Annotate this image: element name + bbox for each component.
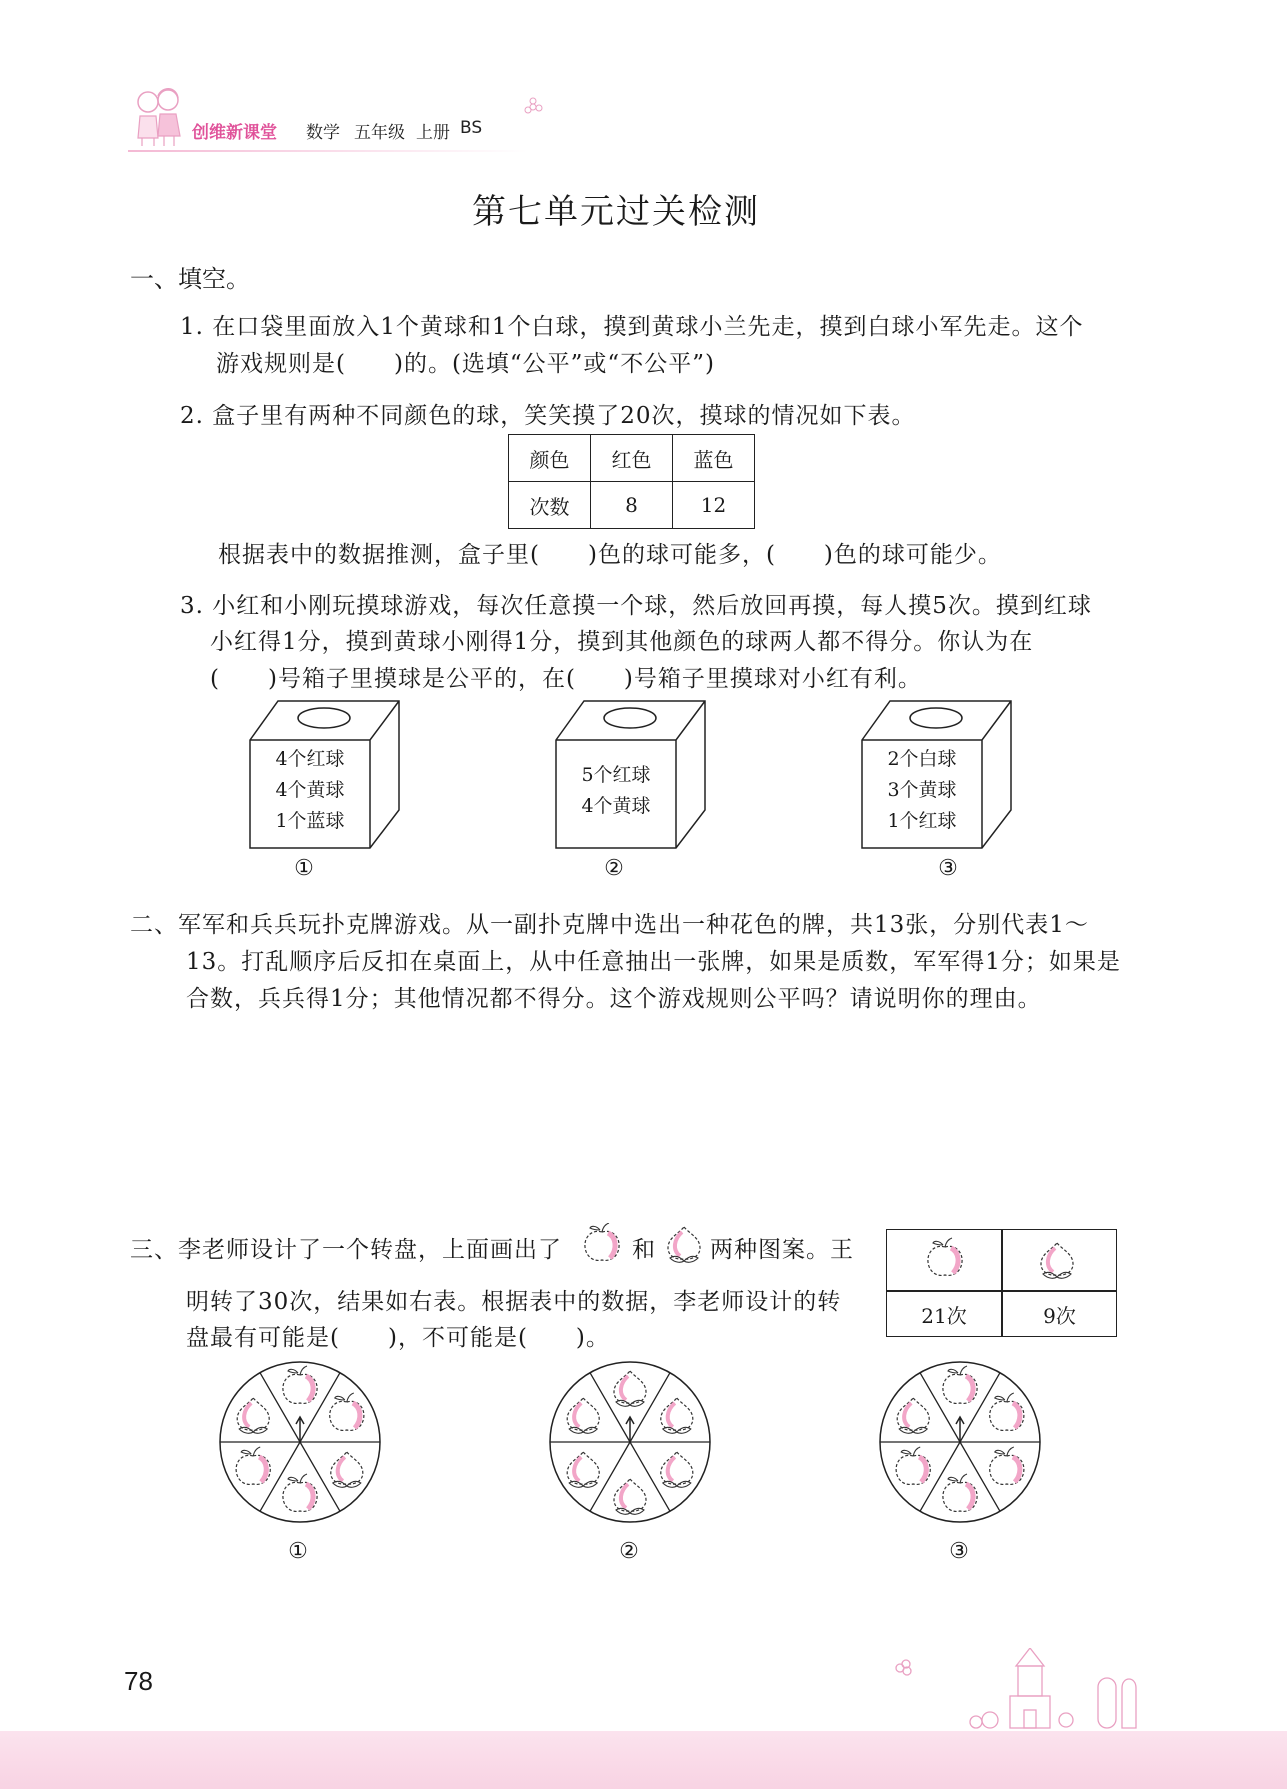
table-row <box>509 482 755 529</box>
children-illustration-icon <box>128 86 190 148</box>
q3-line3: ( )号箱子里摸球是公平的，在( )号箱子里摸球对小红有利。 <box>210 666 922 692</box>
apple-icon <box>943 1366 977 1403</box>
spinner-label-1: ① <box>288 1539 308 1564</box>
castle-decor-icon <box>880 1648 1180 1732</box>
footer-band <box>0 1731 1287 1789</box>
peach-count: 9次 <box>1043 1304 1076 1328</box>
table-row <box>509 435 755 482</box>
q3-line2: 小红得1分，摸到黄球小刚得1分，摸到其他颜色的球两人都不得分。你认为在 <box>210 629 1034 655</box>
section-3-line1b: 和 <box>632 1237 656 1263</box>
spinner-label-2: ② <box>619 1539 639 1564</box>
apple-icon <box>330 1393 364 1430</box>
spinner-label-3: ③ <box>949 1539 969 1564</box>
peach-icon <box>614 1371 646 1406</box>
box-content-line: 5个红球 <box>581 764 651 786</box>
peach-icon <box>331 1452 363 1487</box>
spin-result-table <box>886 1229 1117 1337</box>
peach-icon <box>614 1479 646 1514</box>
section-3-line3: 盘最有可能是( )，不可能是( )。 <box>186 1325 610 1351</box>
peach-icon <box>661 1398 693 1433</box>
flower-decor-icon <box>522 96 544 118</box>
ball-box-2 <box>555 700 707 850</box>
box-content-line: 4个红球 <box>275 748 345 770</box>
ball-box-1 <box>249 700 401 850</box>
q2-after: 根据表中的数据推测，盒子里( )色的球可能多，( )色的球可能少。 <box>218 542 1002 568</box>
box-content-line: 3个黄球 <box>887 779 957 801</box>
brand-name: 创维新课堂 <box>192 123 277 143</box>
spinner-3 <box>876 1358 1044 1526</box>
section-3-line1a: 三、李老师设计了一个转盘，上面画出了 <box>130 1237 562 1263</box>
box-content-line: 4个黄球 <box>275 779 345 801</box>
header-underline <box>128 150 528 152</box>
section-2-line2: 13。打乱顺序后反扣在桌面上，从中任意抽出一张牌，如果是质数，军军得1分；如果是 <box>186 949 1121 975</box>
section-3-line1c: 两种图案。王 <box>710 1237 854 1263</box>
box-content-line: 4个黄球 <box>581 795 651 817</box>
peach-icon <box>662 1220 706 1268</box>
apple-icon <box>990 1447 1024 1484</box>
box-content-line: 2个白球 <box>887 748 957 770</box>
section-2-line3: 合数，兵兵得1分；其他情况都不得分。这个游戏规则公平吗？请说明你的理由。 <box>186 986 1042 1012</box>
apple-icon <box>896 1447 930 1484</box>
apple-icon <box>923 1237 967 1283</box>
q2-intro: 2. 盒子里有两种不同颜色的球，笑笑摸了20次，摸球的情况如下表。 <box>180 403 916 429</box>
q1-line2: 游戏规则是( )的。(选填“公平”或“不公平”) <box>216 351 715 377</box>
table-cell: 颜色 <box>509 435 591 482</box>
q2-table <box>508 434 755 529</box>
table-cell: 12 <box>673 482 755 529</box>
spinner-2 <box>546 1358 714 1526</box>
box-content-line: 1个蓝球 <box>275 810 345 832</box>
peach-icon <box>237 1398 269 1433</box>
peach-icon <box>567 1452 599 1487</box>
table-cell: 次数 <box>509 482 591 529</box>
apple-icon <box>236 1447 270 1484</box>
peach-icon <box>897 1398 929 1433</box>
q3-line1: 3. 小红和小刚玩摸球游戏，每次任意摸一个球，然后放回再摸，每人摸5次。摸到红球 <box>180 593 1092 619</box>
header <box>128 86 528 146</box>
grade: 五年级 <box>354 123 405 143</box>
section-2-line1: 二、军军和兵兵玩扑克牌游戏。从一副扑克牌中选出一种花色的牌，共13张，分别代表1～ <box>130 912 1089 938</box>
section-3-line2: 明转了30次，结果如右表。根据表中的数据，李老师设计的转 <box>186 1289 842 1315</box>
table-cell: 8 <box>591 482 673 529</box>
box-label-2: ② <box>604 856 624 881</box>
edition: BS <box>460 118 483 138</box>
subject: 数学 <box>306 123 340 143</box>
spinner-1 <box>216 1358 384 1526</box>
apple-icon <box>580 1223 624 1267</box>
box-label-3: ③ <box>938 856 958 881</box>
q1-line1: 1. 在口袋里面放入1个黄球和1个白球，摸到黄球小兰先走，摸到白球小军先走。这个 <box>180 314 1084 340</box>
box-label-1: ① <box>294 856 314 881</box>
table-cell: 红色 <box>591 435 673 482</box>
peach-icon <box>1035 1235 1079 1285</box>
peach-icon <box>661 1452 693 1487</box>
apple-count: 21次 <box>921 1304 967 1328</box>
box-content-line: 1个红球 <box>887 810 957 832</box>
apple-icon <box>943 1474 977 1511</box>
apple-icon <box>283 1366 317 1403</box>
ball-box-3 <box>861 700 1013 850</box>
page-number: 78 <box>124 1666 153 1696</box>
page-title: 第七单元过关检测 <box>472 192 760 232</box>
volume: 上册 <box>416 123 450 143</box>
peach-icon <box>567 1398 599 1433</box>
section-1-heading: 一、填空。 <box>130 265 250 293</box>
table-cell: 蓝色 <box>673 435 755 482</box>
apple-icon <box>990 1393 1024 1430</box>
apple-icon <box>283 1474 317 1511</box>
